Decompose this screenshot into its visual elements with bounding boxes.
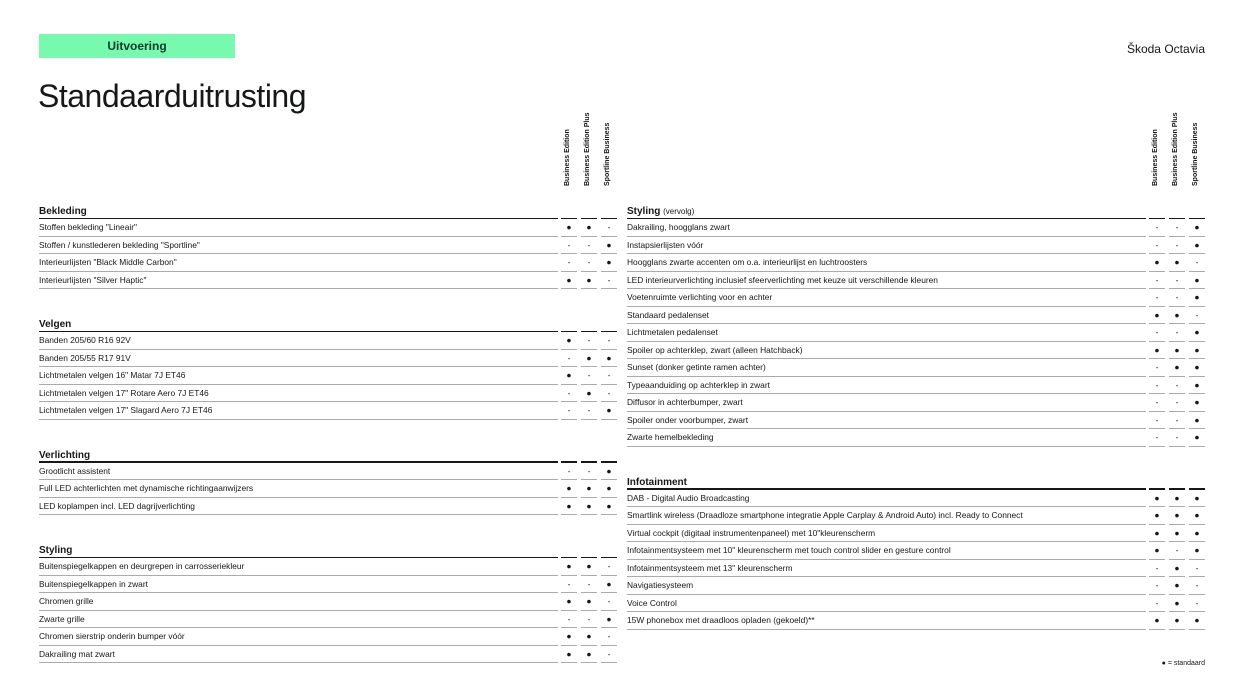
table-row [627, 429, 1205, 447]
availability-mark: - [1175, 545, 1179, 555]
row-rule [581, 419, 597, 420]
availability-mark: ● [1154, 492, 1160, 503]
table-row [627, 394, 1205, 412]
availability-mark: ● [566, 370, 572, 380]
table-row [627, 237, 1205, 255]
availability-mark: - [607, 222, 611, 232]
table-row [39, 628, 617, 646]
availability-mark: ● [586, 274, 592, 285]
section-badge: Uitvoering [39, 34, 235, 58]
availability-mark: ● [1194, 222, 1200, 232]
brand-name: Škoda Octavia [1126, 42, 1205, 56]
row-rule [601, 419, 617, 420]
row-label: Lichtmetalen velgen 17" Rotare Aero 7J ET46 [39, 387, 209, 398]
table-row [627, 324, 1205, 342]
table-row [39, 498, 617, 516]
availability-mark: ● [566, 335, 572, 345]
row-label: Smartlink wireless (Draadloze smartphone integratie Apple Carplay & Android Auto) incl. Ready to Connect [627, 510, 1023, 520]
availability-mark: - [607, 274, 611, 285]
section-title [39, 206, 87, 217]
availability-mark: ● [1174, 562, 1180, 573]
row-label: Lichtmetalen velgen 17" Slagard Aero 7J ET46 [39, 405, 213, 415]
availability-mark: - [1195, 309, 1199, 320]
spec-section [39, 312, 617, 420]
availability-mark: - [1155, 397, 1159, 407]
availability-mark: - [607, 335, 611, 345]
column-headers [39, 111, 617, 193]
spec-section [627, 199, 1205, 447]
row-label: Chromen grille [39, 596, 94, 606]
availability-mark: ● [586, 596, 592, 606]
availability-mark: ● [1194, 292, 1200, 302]
row-rule [1169, 629, 1185, 630]
availability-mark: ● [566, 500, 572, 511]
section-title [39, 450, 90, 461]
availability-mark: - [1155, 362, 1159, 372]
availability-mark: - [567, 405, 571, 415]
table-row [39, 385, 617, 403]
row-rule [1149, 446, 1165, 447]
availability-mark: - [1175, 432, 1179, 442]
availability-mark: ● [1174, 597, 1180, 608]
table-row [627, 342, 1205, 360]
row-label: LED koplampen incl. LED dagrijverlichting [39, 500, 195, 511]
availability-mark: - [1155, 414, 1159, 425]
availability-mark: ● [1174, 615, 1180, 625]
availability-mark: - [567, 239, 571, 250]
table-row [39, 558, 617, 576]
section-gap [39, 289, 617, 306]
row-rule [1189, 629, 1205, 630]
section-heading [39, 443, 617, 463]
table-row [39, 463, 617, 481]
row-label: Full LED achterlichten met dynamische richtingaanwijzers [39, 483, 254, 493]
section-heading [39, 538, 617, 558]
spec-section [627, 470, 1205, 630]
availability-mark: - [1155, 222, 1159, 232]
availability-mark: ● [1174, 344, 1180, 355]
availability-mark: ● [1174, 362, 1180, 372]
table-row [39, 480, 617, 498]
table-row [39, 576, 617, 594]
availability-mark: - [1175, 414, 1179, 425]
availability-mark: ● [1194, 344, 1200, 355]
availability-mark: ● [1154, 545, 1160, 555]
availability-mark: ● [1154, 344, 1160, 355]
row-rule [601, 514, 617, 515]
row-rule [39, 662, 558, 663]
availability-mark: ● [1174, 527, 1180, 538]
section-name: Infotainment [627, 476, 687, 488]
section-name: Styling [39, 545, 73, 556]
availability-mark: ● [1174, 257, 1180, 267]
availability-mark: ● [566, 222, 572, 232]
table-row [39, 272, 617, 290]
availability-mark: - [1195, 597, 1199, 608]
availability-mark: ● [586, 222, 592, 232]
availability-mark: ● [1194, 327, 1200, 337]
availability-mark: ● [566, 483, 572, 493]
availability-mark: - [1175, 397, 1179, 407]
availability-mark: ● [566, 274, 572, 285]
row-label: Instapsierlijsten vóór [627, 239, 704, 250]
availability-mark: ● [1174, 309, 1180, 320]
table-row [627, 595, 1205, 613]
table-row [627, 359, 1205, 377]
section-gap [39, 515, 617, 532]
row-rule [561, 419, 577, 420]
availability-mark: - [587, 239, 591, 250]
availability-mark: ● [606, 352, 612, 363]
table-row [627, 612, 1205, 630]
table-row [627, 542, 1205, 560]
availability-mark: - [1175, 222, 1179, 232]
row-label: Zwarte hemelbekleding [627, 432, 714, 442]
availability-mark: ● [566, 648, 572, 659]
availability-mark: - [1155, 292, 1159, 302]
availability-mark: - [567, 465, 571, 476]
availability-mark: - [607, 596, 611, 606]
row-label: Grootlicht assistent [39, 465, 111, 476]
row-rule [581, 514, 597, 515]
availability-mark: ● [586, 648, 592, 659]
column-header: Business Edition Plus [584, 112, 591, 186]
row-label: Interieurlijsten "Silver Haptic" [39, 274, 147, 285]
row-label: Typeaanduiding op achterklep in zwart [627, 379, 770, 390]
row-label: Banden 205/60 R16 92V [39, 335, 131, 345]
availability-mark: ● [606, 613, 612, 624]
availability-mark: - [1155, 379, 1159, 390]
availability-mark: ● [606, 465, 612, 476]
table-row [627, 219, 1205, 237]
table-row [39, 593, 617, 611]
section-title [627, 206, 694, 217]
availability-mark: ● [1194, 492, 1200, 503]
column-header: Sportline Business [604, 122, 611, 186]
row-label: Infotainmentsysteem met 13" kleurenscherm [627, 562, 793, 573]
table-row [627, 577, 1205, 595]
availability-mark: ● [1194, 274, 1200, 285]
section-name: Velgen [39, 319, 72, 330]
availability-mark: ● [1154, 527, 1160, 538]
section-heading [39, 312, 617, 332]
availability-mark: - [1175, 327, 1179, 337]
availability-mark: ● [566, 561, 572, 571]
availability-mark: ● [1194, 362, 1200, 372]
availability-mark: ● [606, 578, 612, 589]
row-label: Lichtmetalen velgen 16" Matar 7J ET46 [39, 370, 186, 380]
column-headers [627, 111, 1205, 193]
row-label: Virtual cockpit (digitaal instrumentenpaneel) met 10"kleurenscherm [627, 527, 876, 538]
availability-mark: ● [1194, 545, 1200, 555]
table-row [39, 254, 617, 272]
table-row [627, 560, 1205, 578]
table-row [627, 307, 1205, 325]
availability-mark: ● [586, 561, 592, 571]
row-rule [1169, 446, 1185, 447]
left-spec-table [39, 111, 617, 663]
row-rule [601, 288, 617, 289]
section-heading [627, 470, 1205, 490]
availability-mark: ● [606, 405, 612, 415]
row-rule [561, 662, 577, 663]
availability-mark: ● [1154, 309, 1160, 320]
availability-mark: - [1155, 432, 1159, 442]
availability-mark: - [1155, 580, 1159, 590]
availability-mark: ● [606, 500, 612, 511]
availability-mark: ● [566, 631, 572, 641]
section-heading [39, 199, 617, 219]
section-name: Styling [627, 206, 661, 217]
availability-mark: ● [1194, 397, 1200, 407]
row-rule [1189, 446, 1205, 447]
row-label: Buitenspiegelkappen in zwart [39, 578, 148, 589]
availability-mark: ● [1194, 432, 1200, 442]
availability-mark: - [607, 387, 611, 398]
table-row [39, 646, 617, 664]
availability-mark: - [567, 257, 571, 267]
section-title [627, 477, 687, 488]
column-header: Sportline Business [1192, 122, 1199, 186]
table-row [627, 254, 1205, 272]
availability-mark: ● [1194, 379, 1200, 390]
row-label: Sunset (donker getinte ramen achter) [627, 362, 766, 372]
row-label: Voice Control [627, 597, 677, 608]
row-label: LED interieurverlichting inclusief sfeerverlichting met keuze uit verschillende kleuren [627, 274, 938, 285]
row-label: Navigatiesysteem [627, 580, 694, 590]
row-label: Zwarte grille [39, 613, 85, 624]
row-label: Diffusor in achterbumper, zwart [627, 397, 743, 407]
row-label: Banden 205/55 R17 91V [39, 352, 131, 363]
availability-mark: - [587, 335, 591, 345]
row-label: Interieurlijsten "Black Middle Carbon" [39, 257, 177, 267]
table-row [39, 402, 617, 420]
availability-mark: ● [1194, 510, 1200, 520]
legend: ● = standaard [1161, 660, 1205, 667]
availability-mark: - [587, 257, 591, 267]
table-row [627, 490, 1205, 508]
row-label: Chromen sierstrip onderin bumper vóór [39, 631, 185, 641]
availability-mark: - [567, 613, 571, 624]
row-rule [601, 662, 617, 663]
row-rule [39, 288, 558, 289]
row-label: Stoffen bekleding "Lineair" [39, 222, 137, 232]
table-row [627, 412, 1205, 430]
table-row [39, 237, 617, 255]
section-name: Verlichting [39, 449, 91, 461]
table-row [39, 611, 617, 629]
availability-mark: ● [586, 352, 592, 363]
availability-mark: - [567, 387, 571, 398]
availability-mark: - [1155, 597, 1159, 608]
row-label: DAB - Digital Audio Broadcasting [627, 492, 750, 503]
availability-mark: ● [606, 257, 612, 267]
row-rule [1149, 629, 1165, 630]
row-rule [39, 514, 558, 515]
availability-mark: - [1195, 562, 1199, 573]
table-row [627, 272, 1205, 290]
row-rule [39, 419, 558, 420]
availability-mark: ● [1174, 510, 1180, 520]
row-label: Lichtmetalen pedalenset [627, 327, 718, 337]
availability-mark: ● [586, 387, 592, 398]
row-rule [561, 514, 577, 515]
availability-mark: ● [606, 239, 612, 250]
availability-mark: - [587, 405, 591, 415]
row-rule [581, 288, 597, 289]
availability-mark: - [587, 613, 591, 624]
availability-mark: - [607, 631, 611, 641]
table-row [39, 332, 617, 350]
availability-mark: ● [1194, 414, 1200, 425]
availability-mark: - [1175, 292, 1179, 302]
availability-mark: ● [606, 483, 612, 493]
section-gap [39, 420, 617, 437]
availability-mark: ● [1154, 257, 1160, 267]
row-label: Voetenruimte verlichting voor en achter [627, 292, 773, 302]
availability-mark: - [567, 352, 571, 363]
availability-mark: ● [1154, 510, 1160, 520]
section-title [39, 545, 72, 556]
availability-mark: ● [586, 500, 592, 511]
table-row [39, 367, 617, 385]
availability-mark: - [1195, 580, 1199, 590]
availability-mark: ● [1174, 580, 1180, 590]
table-row [627, 289, 1205, 307]
availability-mark: - [567, 578, 571, 589]
spec-section [39, 199, 617, 289]
availability-mark: ● [1194, 527, 1200, 538]
availability-mark: - [1195, 257, 1199, 267]
column-header: Business Edition [564, 129, 571, 186]
row-rule [627, 629, 1146, 630]
availability-mark: - [587, 465, 591, 476]
table-row [627, 525, 1205, 543]
section-gap [627, 447, 1205, 464]
row-label: Stoffen / kunstlederen bekleding "Sportline" [39, 239, 200, 250]
section-heading [627, 199, 1205, 219]
table-row [627, 377, 1205, 395]
availability-mark: - [1175, 274, 1179, 285]
right-spec-table [627, 111, 1205, 630]
availability-mark: - [607, 561, 611, 571]
section-title [39, 319, 71, 330]
availability-mark: - [587, 578, 591, 589]
availability-mark: - [607, 648, 611, 659]
table-row [39, 350, 617, 368]
availability-mark: - [1175, 379, 1179, 390]
table-row [627, 507, 1205, 525]
column-header: Business Edition [1152, 129, 1159, 186]
availability-mark: ● [586, 483, 592, 493]
availability-mark: - [587, 370, 591, 380]
row-label: Spoiler op achterklep, zwart (alleen Hatchback) [627, 344, 803, 355]
availability-mark: ● [1174, 492, 1180, 503]
row-label: Standaard pedalenset [627, 309, 709, 320]
row-rule [561, 288, 577, 289]
availability-mark: - [1155, 327, 1159, 337]
row-label: Infotainmentsysteem met 10" kleurenscherm met touch control slider en gesture control [627, 545, 951, 555]
page-title: Standaarduitrusting [38, 78, 307, 114]
row-label: Buitenspiegelkappen en deurgrepen in carrosseriekleur [39, 561, 245, 571]
spec-section [39, 443, 617, 516]
availability-mark: - [1155, 562, 1159, 573]
availability-mark: ● [586, 631, 592, 641]
availability-mark: ● [1194, 615, 1200, 625]
table-row [39, 219, 617, 237]
availability-mark: ● [1154, 615, 1160, 625]
availability-mark: - [1155, 239, 1159, 250]
row-rule [581, 662, 597, 663]
availability-mark: - [1155, 274, 1159, 285]
row-label: Dakrailing, hoogglans zwart [627, 222, 730, 232]
availability-mark: ● [1194, 239, 1200, 250]
availability-mark: - [1175, 239, 1179, 250]
availability-mark: - [607, 370, 611, 380]
section-name: Bekleding [39, 206, 87, 217]
row-label: Dakrailing mat zwart [39, 648, 115, 659]
availability-mark: ● [566, 596, 572, 606]
section-subtitle: (vervolg) [663, 207, 695, 216]
column-header: Business Edition Plus [1172, 112, 1179, 186]
row-label: Hoogglans zwarte accenten om o.a. interieurlijst en luchtroosters [627, 257, 868, 267]
row-rule [627, 446, 1146, 447]
row-label: 15W phonebox met draadloos opladen (gekoeld)** [627, 615, 815, 625]
spec-section [39, 538, 617, 663]
row-label: Spoiler onder voorbumper, zwart [627, 414, 749, 425]
